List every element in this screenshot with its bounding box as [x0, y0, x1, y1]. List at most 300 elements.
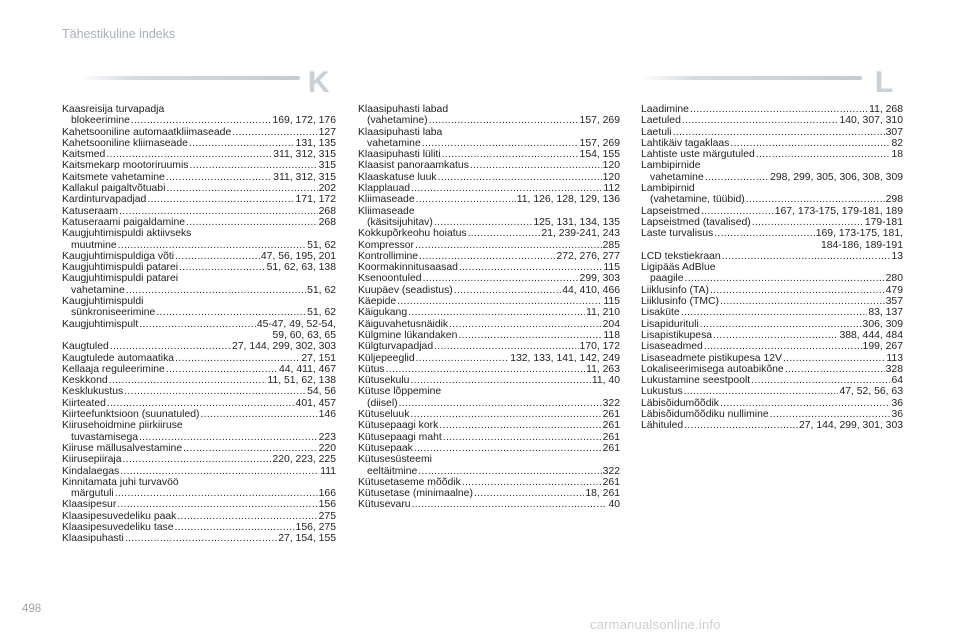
index-entry — [62, 285, 336, 296]
index-entry — [641, 104, 903, 115]
index-term: Lähituled — [641, 420, 684, 432]
index-term: Liiklusinfo (TMC) — [641, 296, 719, 308]
dot-leader — [110, 341, 231, 352]
index-term: Kellaaja reguleerimine — [62, 363, 165, 375]
dot-leader — [443, 432, 602, 443]
dot-leader — [418, 466, 601, 477]
index-entry — [641, 228, 903, 239]
index-page-refs: 357 — [885, 296, 903, 308]
dot-leader — [183, 443, 318, 454]
index-entry — [62, 251, 336, 262]
index-entry — [62, 206, 336, 217]
dot-leader — [454, 285, 561, 296]
dot-leader — [710, 285, 885, 296]
index-page-refs: 261 — [602, 476, 620, 488]
index-page-refs: 268 — [318, 205, 336, 217]
index-entry — [358, 364, 620, 375]
index-term-heading: Lambipirnid — [641, 183, 695, 195]
index-term: Kütusepaagi maht — [358, 431, 442, 443]
index-entry — [358, 183, 620, 194]
index-term: Kiirteated — [62, 397, 106, 409]
dot-leader — [470, 160, 602, 171]
index-entry — [358, 353, 620, 364]
dot-leader — [681, 307, 868, 318]
index-page-refs: 223 — [318, 431, 336, 443]
page-header-title: Tähestikuline indeks — [62, 27, 176, 41]
index-page-refs: 27, 154, 155 — [278, 533, 336, 545]
index-page-refs: 118 — [603, 329, 620, 341]
dot-leader — [442, 149, 579, 160]
dot-leader — [770, 409, 891, 420]
index-page-refs: 11, 40 — [591, 375, 620, 387]
index-page-refs: 44, 410, 466 — [562, 284, 620, 296]
index-term-heading: Kaugjuhtimispuldi aktiivseks — [62, 228, 192, 240]
index-entry — [62, 466, 336, 477]
index-page-refs: 146 — [318, 409, 336, 421]
index-term: Külgturvapadjad — [358, 341, 434, 353]
index-page-refs: 82 — [891, 137, 903, 149]
index-term-heading: Kaugjuhtimispuldi — [62, 296, 144, 308]
dot-leader — [416, 194, 516, 205]
index-term: Lukustamine seestpoolt — [641, 375, 751, 387]
index-entry — [358, 477, 620, 488]
index-entry — [641, 341, 903, 352]
index-term: Kütusekulu — [358, 375, 410, 387]
index-page-refs: 388, 444, 484 — [839, 329, 903, 341]
index-term: Laste turvalisus — [641, 228, 714, 240]
index-page-refs: 111 — [320, 465, 336, 477]
index-entry — [62, 217, 336, 228]
index-term: Kindalaegas — [62, 465, 120, 477]
index-entry — [358, 115, 620, 126]
dot-leader — [449, 319, 602, 330]
index-page-refs: 11, 210 — [586, 307, 620, 319]
index-page-refs: 261 — [602, 420, 620, 432]
index-entry — [358, 273, 620, 284]
dot-leader — [682, 115, 839, 126]
index-term: Lisapistikupesa — [641, 329, 713, 341]
dot-leader — [429, 115, 579, 126]
index-entry — [62, 319, 336, 330]
index-page-refs: 202 — [318, 183, 336, 195]
index-term: Kiiruse mällusalvestamine — [62, 442, 183, 454]
index-term: Ksenoontuled — [358, 273, 422, 285]
page-number: 498 — [22, 603, 42, 615]
index-term: Kiirusepiiraja — [62, 454, 122, 466]
index-entry — [358, 240, 620, 251]
index-page-refs: 298 — [885, 194, 903, 206]
index-page-refs: 18, 261 — [585, 488, 620, 500]
index-entry — [641, 307, 903, 318]
index-page-refs: 120 — [602, 160, 620, 172]
index-entry-continuation — [641, 240, 903, 251]
index-page-refs: 21, 239-241, 243 — [541, 228, 620, 240]
index-term: Kütusepaak — [358, 442, 413, 454]
index-page-refs: 315 — [318, 160, 336, 172]
index-page-refs: 112 — [603, 183, 620, 195]
index-entry — [358, 228, 620, 239]
index-page-refs: 11, 51, 62, 138 — [267, 375, 336, 387]
index-term: märgutuli — [71, 488, 114, 500]
dot-leader — [119, 206, 318, 217]
index-page-refs: 170, 172 — [579, 341, 620, 353]
dot-leader — [175, 251, 260, 262]
index-entry — [358, 420, 620, 431]
dot-leader — [115, 488, 318, 499]
index-term: vahetamine — [71, 284, 125, 296]
index-entry — [641, 353, 903, 364]
dot-leader — [118, 240, 306, 251]
index-term: Lisaseadmete pistikupesa 12V — [641, 352, 782, 364]
index-entry — [62, 375, 336, 386]
dot-leader — [458, 330, 602, 341]
index-entry — [641, 194, 903, 205]
dot-leader — [177, 511, 317, 522]
index-page-refs: 322 — [602, 465, 620, 477]
dot-leader — [106, 149, 272, 160]
index-entry — [641, 115, 903, 126]
index-term-heading: Kaugjuhtimispuldi patarei — [62, 273, 179, 285]
dot-leader — [722, 251, 891, 262]
index-entry — [62, 160, 336, 171]
index-entry — [358, 375, 620, 386]
dot-leader — [684, 420, 798, 431]
index-entry — [358, 172, 620, 183]
section-divider-line — [78, 76, 300, 80]
index-term: Lahtikäiv tagaklaas — [641, 137, 730, 149]
index-term: Katuseraam — [62, 205, 119, 217]
index-term: Klaasist panoraamkatus — [358, 160, 469, 172]
dot-leader — [415, 240, 602, 251]
index-page-refs: 328 — [885, 363, 903, 375]
index-entry — [62, 511, 336, 522]
index-term: LCD tekstiekraan — [641, 250, 721, 262]
index-entry — [62, 183, 336, 194]
index-entry — [62, 364, 336, 375]
index-page-refs: 311, 312, 315 — [273, 171, 336, 183]
index-page-refs: 166 — [318, 488, 336, 500]
index-page-refs: 204 — [602, 318, 620, 330]
index-term: Lahtiste uste märgutuled — [641, 149, 755, 161]
index-page-refs: 156, 275 — [295, 521, 336, 533]
index-term-heading: Kliimaseade — [358, 205, 415, 217]
dot-leader — [166, 364, 278, 375]
index-page-refs: 27, 151 — [301, 352, 336, 364]
index-term: Kallakul paigaltvõtuabi — [62, 183, 166, 195]
dot-leader — [156, 307, 306, 318]
index-term: vahetamine — [650, 171, 704, 183]
dot-leader — [673, 127, 885, 138]
dot-leader — [124, 386, 306, 397]
index-term: Kütusetaseme mõõdik — [358, 476, 461, 488]
dot-leader — [189, 160, 317, 171]
dot-leader — [720, 296, 885, 307]
dot-leader — [120, 466, 319, 477]
index-entry — [62, 454, 336, 465]
index-term: (diisel) — [367, 397, 398, 409]
index-page-refs: 401, 457 — [295, 397, 336, 409]
index-page-refs: 154, 155 — [579, 149, 620, 161]
index-entry — [641, 206, 903, 217]
dot-leader — [700, 319, 862, 330]
dot-leader — [175, 353, 300, 364]
index-entry — [641, 172, 903, 183]
index-term-heading: Kiirusehoidmine piirkiiruse — [62, 420, 183, 432]
dot-leader — [126, 285, 306, 296]
index-term: Kaitsmed — [62, 149, 106, 161]
index-term: Klaaskatuse luuk — [358, 171, 437, 183]
index-term: Lokaliseerimisega autoabikõne — [641, 363, 784, 375]
index-entry — [358, 307, 620, 318]
dot-leader — [416, 353, 510, 364]
index-entry — [62, 353, 336, 364]
index-page-refs: 113 — [886, 352, 903, 364]
index-term: Kardinturvapadjad — [62, 194, 147, 206]
dot-leader — [462, 477, 602, 488]
index-entry — [641, 149, 903, 160]
index-term: Läbisõidumõõdik — [641, 397, 719, 409]
index-term: Kaugjuhtimispult — [62, 318, 139, 330]
index-entry — [641, 420, 903, 431]
dot-leader — [690, 104, 868, 115]
section-divider-line — [640, 76, 862, 80]
dot-leader — [109, 375, 267, 386]
index-column-1 — [62, 104, 336, 545]
index-entry — [358, 262, 620, 273]
index-term: tuvastamisega — [71, 431, 138, 443]
index-page-refs: 306, 309 — [862, 318, 903, 330]
index-term: Käepide — [358, 296, 397, 308]
dot-leader — [468, 228, 541, 239]
index-term: Lapseistmed — [641, 205, 700, 217]
index-term: Kütus — [358, 363, 385, 375]
index-entry — [62, 194, 336, 205]
index-page-refs: 169, 173-175, 181, — [815, 228, 903, 240]
dot-leader — [410, 409, 601, 420]
index-term: muutmine — [71, 239, 117, 251]
dot-leader — [408, 307, 585, 318]
dot-leader — [785, 364, 885, 375]
section-letter-k: K — [308, 66, 330, 99]
index-term: Kütusepaagi kork — [358, 420, 439, 432]
index-term: Katuseraami paigaldamine — [62, 216, 186, 228]
index-page-refs: 83, 137 — [868, 307, 903, 319]
index-page-refs: 51, 62 — [307, 284, 336, 296]
index-page-refs: 59, 60, 63, 65 — [272, 329, 336, 341]
index-page-refs: 132, 133, 141, 142, 249 — [510, 352, 620, 364]
index-term: Laetuli — [641, 126, 672, 138]
dot-leader — [122, 454, 271, 465]
index-entry — [62, 149, 336, 160]
index-page-refs: 167, 173-175, 179-181, 189 — [774, 205, 903, 217]
index-term: Kesklukustus — [62, 386, 124, 398]
index-page-refs: 36 — [891, 397, 903, 409]
index-page-refs: 299, 303 — [579, 273, 620, 285]
index-page-refs: 169, 172, 176 — [272, 115, 336, 127]
index-entry — [62, 307, 336, 318]
index-entry — [358, 443, 620, 454]
index-page-refs: 199, 267 — [862, 341, 903, 353]
index-entry — [358, 409, 620, 420]
index-entry — [358, 432, 620, 443]
dot-leader — [419, 251, 555, 262]
index-term: sünkroniseerimine — [71, 307, 156, 319]
index-entry — [62, 398, 336, 409]
index-term: (käsitsijuhitav) — [367, 216, 433, 228]
index-term: Klaasipesur — [62, 499, 117, 511]
index-entry — [358, 488, 620, 499]
index-entry — [358, 499, 620, 510]
index-page-refs: 51, 62 — [307, 239, 336, 251]
index-entry — [641, 127, 903, 138]
index-column-2 — [358, 104, 620, 511]
index-entry — [358, 251, 620, 262]
index-term: Kaugjuhtimispuldi patarei — [62, 262, 179, 274]
index-page-refs: 298, 299, 305, 306, 308, 309 — [770, 171, 903, 183]
index-entry — [62, 499, 336, 510]
index-entry — [641, 138, 903, 149]
index-term: Klapplauad — [358, 183, 410, 195]
index-page-refs: 11, 263 — [586, 363, 620, 375]
index-page-refs: 120 — [602, 171, 620, 183]
dot-leader — [399, 398, 602, 409]
dot-leader — [186, 217, 318, 228]
dot-leader — [189, 138, 295, 149]
index-term: Külgmine lükandaken — [358, 329, 458, 341]
index-entry — [358, 194, 620, 205]
index-page-refs: 479 — [885, 284, 903, 296]
dot-leader — [434, 341, 578, 352]
index-term: Kaugtulede automaatika — [62, 352, 175, 364]
index-page-refs: 220, 223, 225 — [272, 454, 336, 466]
index-term-heading: Kütuse lõppemine — [358, 386, 442, 398]
index-entry — [62, 341, 336, 352]
index-entry — [641, 375, 903, 386]
index-term: blokeerimine — [71, 115, 130, 127]
index-term: Koormakinnitusaasad — [358, 262, 458, 274]
dot-leader — [684, 386, 839, 397]
index-page-refs: 261 — [602, 431, 620, 443]
dot-leader — [751, 375, 890, 386]
index-column-3 — [641, 104, 903, 432]
section-divider-k — [78, 66, 340, 99]
index-term: Kompressor — [358, 239, 415, 251]
index-entry — [641, 296, 903, 307]
section-letter-l: L — [875, 66, 894, 99]
index-page-refs: 179-181 — [864, 216, 903, 228]
index-entry — [641, 364, 903, 375]
dot-leader — [179, 262, 266, 273]
index-entry — [358, 319, 620, 330]
index-term: paagile — [650, 273, 684, 285]
index-entry — [62, 240, 336, 251]
dot-leader — [174, 522, 294, 533]
index-entry — [358, 149, 620, 160]
index-term: Kaugjuhtimispuldiga võti — [62, 250, 175, 262]
index-page-refs: 171, 172 — [295, 194, 336, 206]
dot-leader — [232, 127, 317, 138]
index-term: Käiguvahetusnäidik — [358, 318, 449, 330]
dot-leader — [412, 499, 608, 510]
index-page-refs: 44, 411, 467 — [278, 363, 336, 375]
index-entry — [358, 160, 620, 171]
index-term: Klaasipuhasti lüliti — [358, 149, 441, 161]
index-term: Kahetsooniline automaatkliimaseade — [62, 126, 232, 138]
index-page-refs: 156 — [318, 499, 336, 511]
index-entry — [358, 217, 620, 228]
index-entry — [62, 443, 336, 454]
index-entry — [641, 386, 903, 397]
dot-leader — [386, 364, 586, 375]
dot-leader — [459, 262, 602, 273]
index-entry — [358, 330, 620, 341]
dot-leader — [410, 375, 590, 386]
dot-leader — [125, 533, 277, 544]
index-term-heading: Ligipääs AdBlue — [641, 262, 716, 274]
index-entry — [641, 398, 903, 409]
index-term: Kütusevaru — [358, 499, 411, 511]
index-page-refs: 322 — [602, 397, 620, 409]
index-entry — [358, 285, 620, 296]
index-entry — [62, 488, 336, 499]
index-term: Küljepeeglid — [358, 352, 415, 364]
index-page-refs: 51, 62 — [307, 307, 336, 319]
index-entry — [641, 217, 903, 228]
watermark: carmanualsonline.info — [590, 617, 721, 632]
index-page-refs: 115 — [603, 296, 620, 308]
dot-leader — [685, 273, 885, 284]
index-page-refs: 47, 56, 195, 201 — [260, 250, 336, 262]
index-page-refs: 36 — [891, 409, 903, 421]
index-page-refs: 140, 307, 310 — [839, 115, 903, 127]
index-page-refs: 27, 144, 299, 301, 303 — [799, 420, 903, 432]
index-page-refs: 11, 268 — [869, 104, 903, 115]
index-page-refs: 307 — [885, 126, 903, 138]
index-term-heading: Kaasreisija turvapadja — [62, 104, 165, 115]
index-term: Keskkond — [62, 375, 108, 387]
dot-leader — [439, 420, 601, 431]
dot-leader — [714, 228, 815, 239]
dot-leader — [752, 217, 864, 228]
dot-leader — [474, 488, 584, 499]
index-page-refs: 47, 52, 56, 63 — [839, 386, 903, 398]
index-entry — [62, 127, 336, 138]
index-entry — [641, 273, 903, 284]
index-page-refs: 27, 144, 299, 302, 303 — [232, 341, 336, 353]
index-term-heading: Klaasipuhasti labad — [358, 104, 449, 115]
dot-leader — [147, 194, 294, 205]
index-entry — [62, 533, 336, 544]
index-page-refs: 184-186, 189-191 — [820, 239, 903, 251]
index-entry — [358, 341, 620, 352]
dot-leader — [397, 296, 602, 307]
index-page-refs: 157, 269 — [579, 115, 620, 127]
index-term: Lisaseadmed — [641, 341, 703, 353]
index-term-heading: Klaasipuhasti laba — [358, 126, 443, 138]
dot-leader — [730, 138, 890, 149]
dot-leader — [756, 149, 891, 160]
index-term-heading: Lambipirnide — [641, 160, 701, 172]
index-term: Kütusetase (minimaalne) — [358, 488, 473, 500]
index-entry — [62, 115, 336, 126]
index-term-heading: Kinnitamata juhi turvavöö — [62, 476, 179, 488]
index-term-heading: Kütusesüsteemi — [358, 454, 432, 466]
index-page-refs: 127 — [318, 126, 336, 138]
index-page-refs: 311, 312, 315 — [273, 149, 336, 161]
index-term: Lisaküte — [641, 307, 680, 319]
dot-leader — [166, 172, 272, 183]
index-entry — [62, 409, 336, 420]
